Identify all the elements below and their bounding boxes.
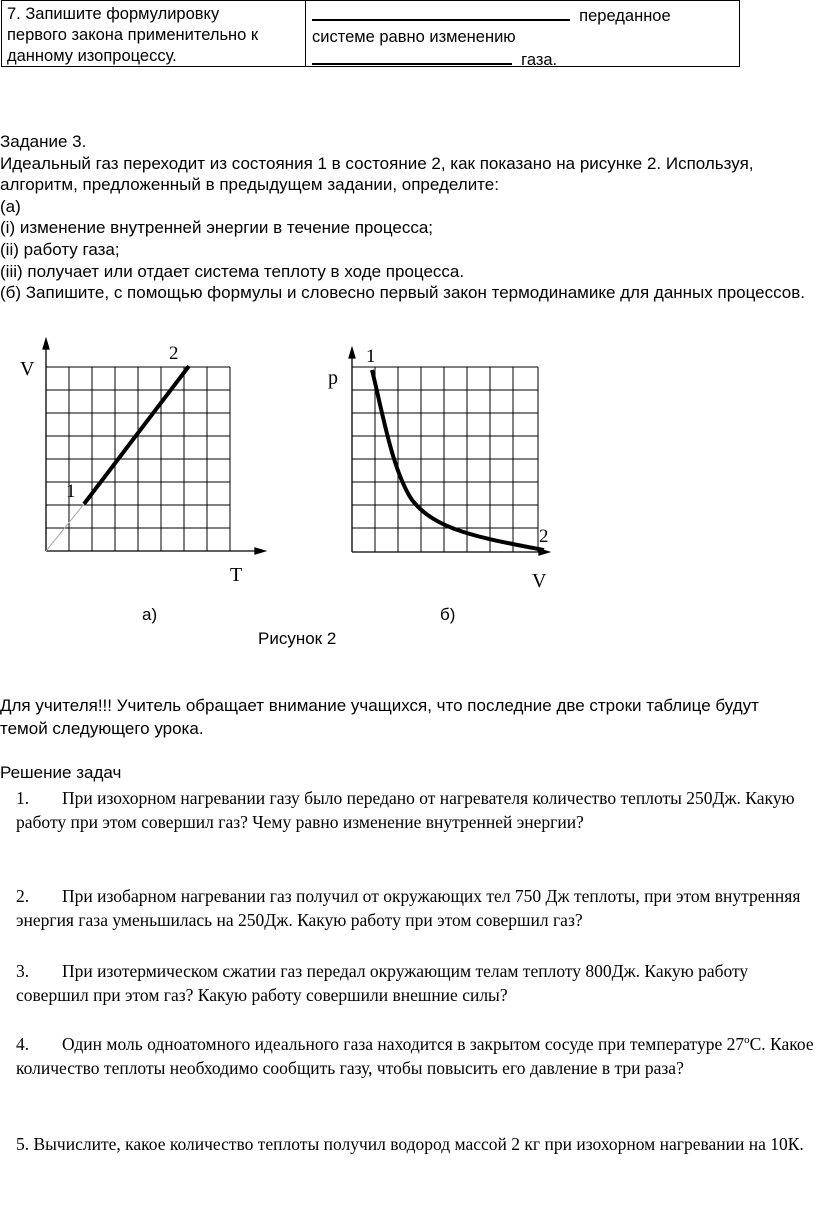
problem-2 <box>16 884 816 932</box>
answer-blank[interactable] <box>312 48 512 65</box>
task-item: (iii) получает или отдает система теплоту в ходе процесса. <box>0 261 465 281</box>
degree-superscript: o <box>744 1034 750 1047</box>
problem-text: При изохорном нагревании газу было передано от нагревателя количество теплоты 250Дж. Какую работу при этом совершил газ? Чему равно изменение внутренней энергии? <box>16 788 795 832</box>
point-2-label: 2 <box>539 526 549 547</box>
table-divider <box>305 1 306 66</box>
subfigure-label-a: а) <box>142 605 158 624</box>
problem-1 <box>16 786 816 834</box>
problem-number: 1. <box>16 788 30 808</box>
table-right-cell <box>312 4 737 71</box>
point-2-label: 2 <box>169 343 179 364</box>
t-axis-label: T <box>230 564 243 586</box>
problem-number: 4. <box>16 1034 30 1054</box>
figure-caption: Рисунок 2 <box>258 629 337 648</box>
p-axis-label: p <box>328 367 338 389</box>
task-intro: Идеальный газ переходит из состояния 1 в состояние 2, как показано на рисунке 2. Используя, алгоритм, предложенный в предыдущем задании, определите: <box>0 153 754 195</box>
task-item: (б) Запишите, с помощью формулы и словесно первый закон термодинамике для данных процессов. <box>0 283 806 303</box>
problem-text-after: С. Какое количество теплоты необходимо сообщить газу, чтобы повысить его давление в три раза? <box>16 1034 814 1078</box>
grid <box>46 367 230 551</box>
point-1-label: 1 <box>366 346 376 367</box>
problem-text: При изотермическом сжатии газ передал окружающим телам теплоту 800Дж. Какую работу совершил при этом газ? Какую работу совершили внешние силы? <box>16 961 749 1005</box>
answer-blank[interactable] <box>312 4 570 21</box>
task-item: (ii) работу газа; <box>0 239 120 259</box>
problem-3 <box>16 959 816 1007</box>
left-cell-line: первого закона применительно к <box>7 26 259 44</box>
problem-number: 5. <box>16 1134 30 1154</box>
problem-4 <box>16 1032 816 1080</box>
left-cell-line: данному изопроцессу. <box>7 47 177 65</box>
solutions-title: Решение задач <box>0 763 122 782</box>
right-text-1: переданное <box>579 7 671 25</box>
task-block <box>0 131 810 304</box>
problem-text: Вычислите, какое количество теплоты получил водород массой 2 кг при изохорном нагревании на 10К. <box>33 1134 804 1154</box>
task-title: Задание 3. <box>0 132 87 151</box>
right-text-2: системе равно изменению <box>312 28 516 46</box>
problem-text-before: Один моль одноатомного идеального газа находится в закрытом сосуде при температуре 27 <box>62 1034 745 1054</box>
axes <box>349 348 549 555</box>
subfigure-label-b: б) <box>440 605 456 624</box>
right-text-3: газа. <box>521 51 558 69</box>
axes <box>43 339 265 554</box>
teacher-note: Для учителя!!! Учитель обращает внимание учащихся, что последние две строки таблице будут темой следующего урока. <box>0 696 759 738</box>
assignment-table <box>1 0 740 67</box>
task-item: (а) <box>0 196 21 216</box>
left-cell-line: 7. Запишите формулировку <box>7 5 220 23</box>
problem-text: При изобарном нагревании газ получил от окружающих тел 750 Дж теплоты, при этом внутренняя энергия газа уменьшилась на 250Дж. Какую работу при этом совершил газ? <box>16 886 801 930</box>
problem-5 <box>16 1132 816 1156</box>
graph-v-t <box>0 335 300 595</box>
task-item: (i) изменение внутренней энергии в течение процесса; <box>0 218 434 238</box>
point-1-label: 1 <box>66 481 76 502</box>
problem-number: 2. <box>16 886 30 906</box>
v-axis-label: V <box>20 358 35 380</box>
problem-number: 3. <box>16 961 30 981</box>
graph-p-v <box>320 340 560 595</box>
table-left-cell <box>7 4 299 67</box>
process-line <box>84 366 189 504</box>
v-axis-label: V <box>532 570 547 592</box>
